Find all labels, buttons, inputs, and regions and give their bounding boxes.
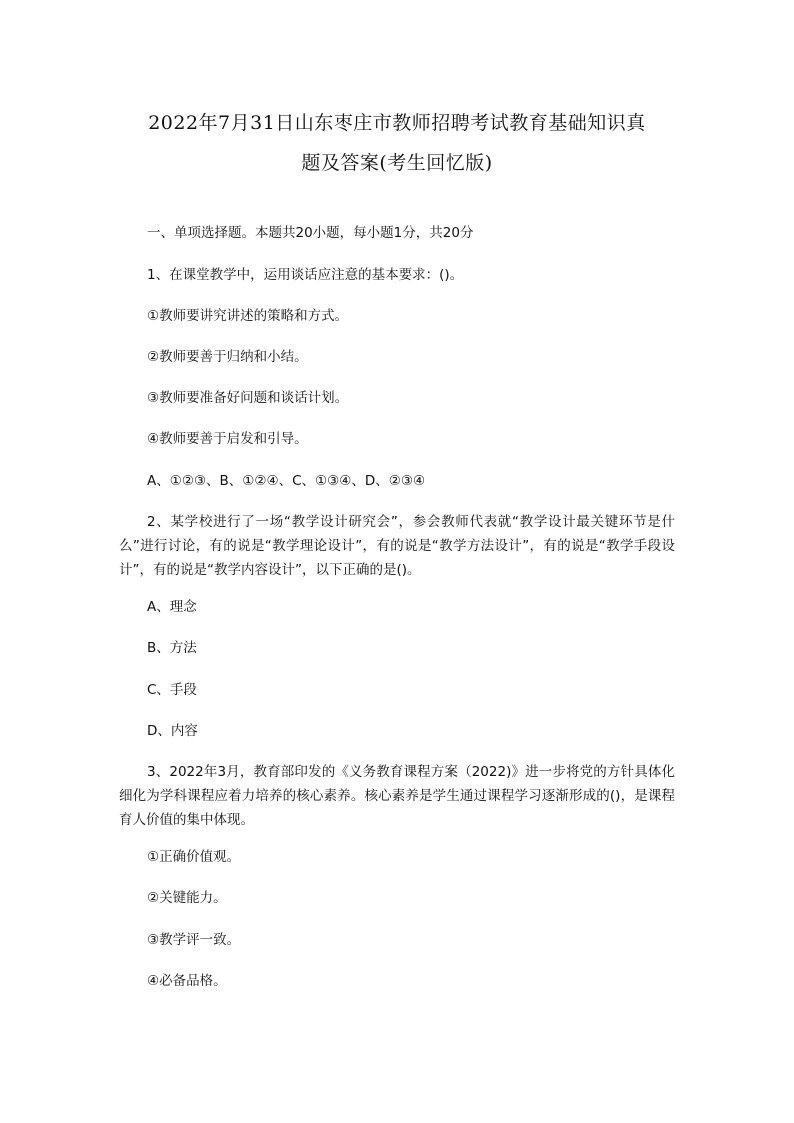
question-2-stem: 2、某学校进行了一场“教学设计研究会”，参会教师代表就“教学设计最关键环节是什么”进行讨论，有的说是“教学理论设计”，有的说是“教学方法设计”，有的说是“教学手段设计”，有的说是“教学内容设计”，以下正确的是()。 xyxy=(119,514,675,578)
question-2-option-a: A、理念 xyxy=(147,599,197,615)
question-2-option-b: B、方法 xyxy=(147,640,197,656)
question-1-item-4: ④教师要善于启发和引导。 xyxy=(147,431,308,447)
question-1-stem: 1、在课堂教学中，运用谈话应注意的基本要求：()。 xyxy=(147,267,464,283)
question-1-item-3: ③教师要准备好问题和谈话计划。 xyxy=(147,390,349,406)
section-heading: 一、单项选择题。本题共20小题，每小题1分，共20分 xyxy=(147,225,474,241)
question-1-item-1: ①教师要讲究讲述的策略和方式。 xyxy=(147,308,349,324)
document-title-line-2: 题及答案(考生回忆版) xyxy=(301,152,493,174)
question-3-item-2: ②关键能力。 xyxy=(147,890,227,906)
question-3-item-4: ④必备品格。 xyxy=(147,973,227,989)
question-1-options: A、①②③、B、①②④、C、①③④、D、②③④ xyxy=(147,473,426,489)
question-3-item-1: ①正确价值观。 xyxy=(147,849,241,865)
question-3-item-3: ③教学评一致。 xyxy=(147,932,241,948)
question-3-stem: 3、2022年3月，教育部印发的《义务教育课程方案（2022)》进一步将党的方针具体化细化为学科课程应着力培养的核心素养。核心素养是学生通过课程学习逐渐形成的()，是课程育人价值的集中体现。 xyxy=(119,764,675,828)
question-1-item-2: ②教师要善于归纳和小结。 xyxy=(147,349,308,365)
question-2-option-c: C、手段 xyxy=(147,682,197,698)
question-2-option-d: D、内容 xyxy=(147,723,198,739)
document-title-line-1: 2022年7月31日山东枣庄市教师招聘考试教育基础知识真 xyxy=(148,112,646,134)
